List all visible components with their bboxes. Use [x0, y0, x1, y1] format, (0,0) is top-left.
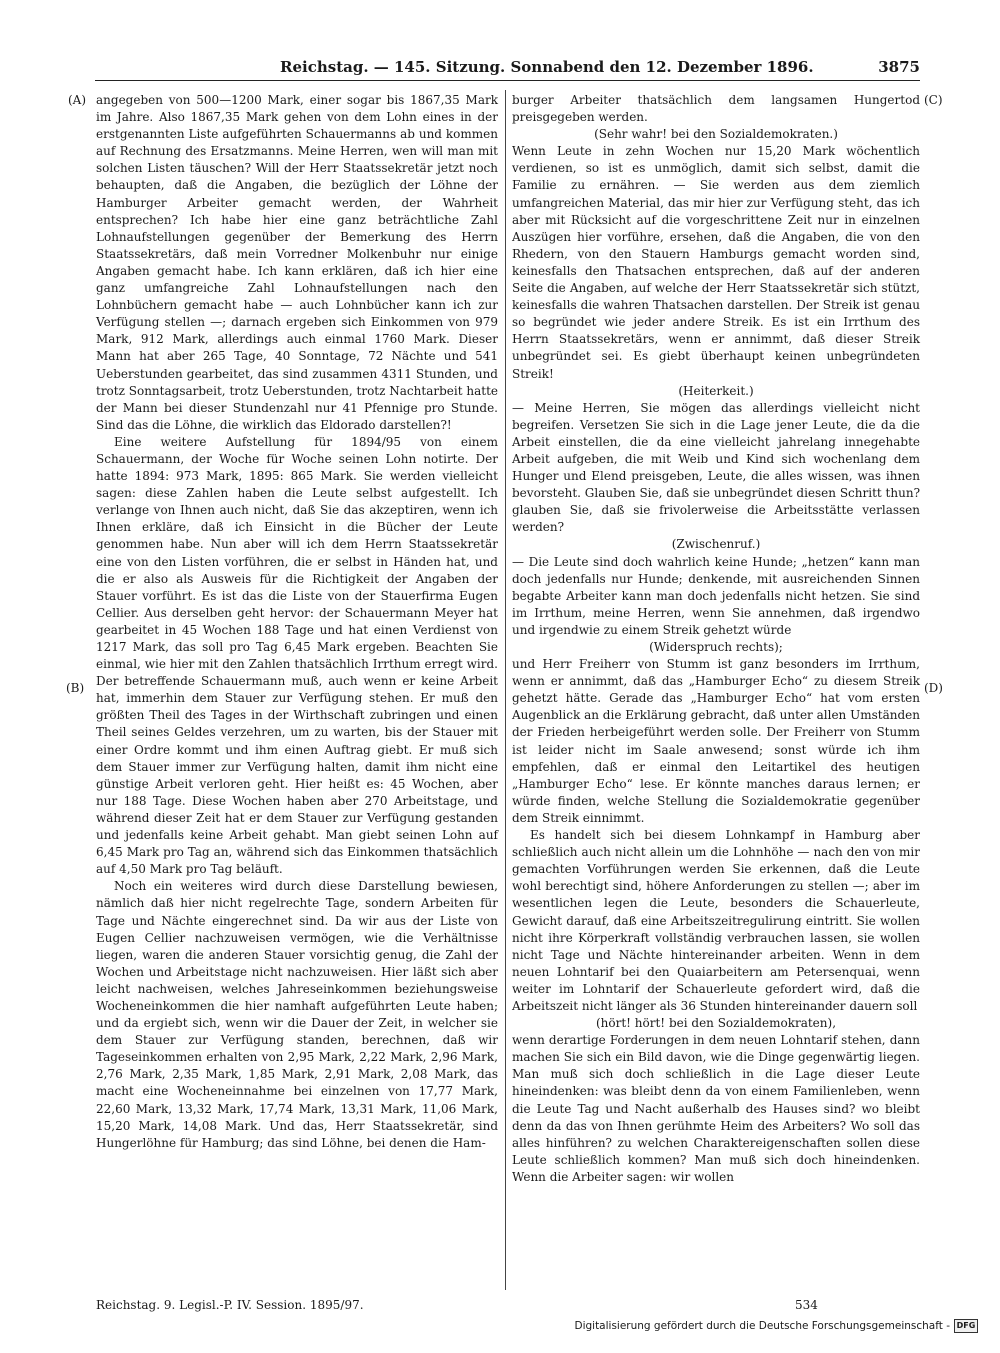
page-number: 3875 [878, 58, 920, 76]
right-paragraph: und Herr Freiherr von Stumm ist ganz besonders im Irrthum, wenn er annimmt, daß das „Hamburger Echo“ zu diesem Streik gehetzt hätte. Gerade das „Hamburger Echo“ hat vom ersten Augenblick an die Erklärung gebracht, daß unter allen Umständen der Frieden herbeigeführt werden solle. Der Freiherr von Stumm ist leider nicht im Saale anwesend; sonst würde ich ihm empfehlen, daß er einmal den Leitartikel des heutigen „Hamburger Echo“ lese. Er könnte manches daraus lernen; er würde finden, welche Stellung die Sozialdemokratie gegenüber dem Streik einnimmt. [512, 657, 920, 825]
interjection: (hört! hört! bei den Sozialdemokraten), [595, 1016, 837, 1031]
footer-signature-number: 534 [795, 1298, 818, 1312]
right-paragraph: Es handelt sich bei diesem Lohnkampf in Hamburg aber schließlich auch nicht allein um die Lohnhöhe — nach den von mir gemachten Vorführungen werden Sie erkennen, daß die Leute wohl berechtigt sind, höhere Anforderungen zu stellen —; aber im wesentlichen legen die Leute, besonders die Schauerleute, Gewicht darauf, daß eine Arbeitszeitregulirung eintritt. Sie wollen nicht ihre Körperkraft vollständig verbrauchen lassen, sie wollen nicht Tage und Nächte hintereinander arbeiten. Wenn in dem neuen Lohntarif bei den Quaiarbeitern am Petersenquai, wenn weiter im Lohntarif der Schauerleute gefordert wird, daß die Arbeitszeit nicht länger als 36 Stunden hintereinander dauern soll [512, 828, 920, 1013]
digitization-credit [574, 1319, 978, 1333]
header-rule [95, 80, 920, 81]
margin-marker-c: (C) [924, 93, 943, 107]
margin-marker-a: (A) [68, 93, 87, 107]
interjection: (Widerspruch rechts); [649, 640, 783, 654]
right-paragraph: wenn derartige Forderungen in dem neuen Lohntarif stehen, dann machen Sie sich ein Bild davon, wie die Dinge gegenwärtig liegen. Man muß sich doch schließlich in die Lage dieser Leute hineindenken: was bleibt denn da von einem Familienleben, wenn die Leute Tag und Nacht außerhalb des Hauses sind? wo bleibt denn da das von Ihnen gerühmte Heim des Arbeiters? Wo soll das alles hinführen? zu welchen Charaktereigenschaften sollen diese Leute schließlich kommen? Man muß sich doch hineindenken. Wenn die Arbeiter sagen: wir wollen [512, 1033, 920, 1184]
page-header [150, 58, 920, 80]
right-paragraph: burger Arbeiter thatsächlich dem langsamen Hungertod preisgegeben werden. [512, 93, 920, 125]
margin-marker-d: (D) [924, 681, 943, 695]
right-paragraph: — Die Leute sind doch wahrlich keine Hunde; „hetzen“ kann man doch jedenfalls nur Hunde; denkende, mit ausreichenden Sinnen begabte Arbeiter kann man doch jedenfalls nicht hetzen. Sie sind im Irrthum, meine Herren, wenn Sie annehmen, daß irgendwo und irgendwie zu einem Streik gehetzt würde [512, 554, 920, 637]
left-paragraph: Eine weitere Aufstellung für 1894/95 von einem Schauermann, der Woche für Woche seinen Lohn notirte. Der hatte 1894: 973 Mark, 1895: 865 Mark. Sie werden vielleicht sagen: diese Zahlen haben die Leute selbst aufgestellt. Ich verlange von Ihnen auch nicht, daß Sie das akzeptiren, wenn ich Ihnen erkläre, daß ich Einsicht in die Bücher der Leute genommen habe. Nun aber will ich dem Herrn Staatssekretär eine von den Listen vorführen, die er selbst in Händen hat, und die er also als Ausweis für die Richtigkeit der Angaben der Stauer vorführt. Es ist das die Liste von der Stauerfirma Eugen Cellier. Aus derselben geht hervor: der Schauermann Meyer hat gearbeitet in 45 Wochen 188 Tage und hat einen Verdienst von 1217 Mark, das soll pro Tag 6,45 Mark ergeben. Beachten Sie einmal, wie hier mit den Zahlen thatsächlich Irrthum erregt wird. Der betreffende Schauermann muß, auch wenn er keine Arbeit hat, immerhin dem Stauer zur Verfügung stehen. Er muß den größten Theil des Tages in der Wirthschaft zubringen und einen Theil seines Geldes verzehren, um zu warten, bis der Stauer mit einer Ordre kommt und ihm einen Auftrag giebt. Er muß sich dem Stauer immer zur Verfügung halten, damit ihm nicht eine günstige Arbeit verloren geht. Hier heißt es: 45 Wochen, aber nur 188 Tage. Diese Wochen haben aber 270 Arbeitstage, und während dieser Zeit hat er dem Stauer zur Verfügung gestanden und jedenfalls keine Arbeit gehabt. Man giebt seinen Lohn auf 6,45 Mark pro Tag an, während sich das Einkommen thatsächlich auf 4,50 Mark pro Tag beläuft. [96, 434, 498, 877]
credit-text: Digitalisierung gefördert durch die Deutsche Forschungsgemeinschaft - [574, 1320, 950, 1332]
footer-session-info: Reichstag. 9. Legisl.-P. IV. Session. 1895/97. [96, 1298, 364, 1312]
header-title: Reichstag. — 145. Sitzung. Sonnabend den 12. Dezember 1896. [280, 58, 814, 76]
interjection: (Zwischenruf.) [671, 537, 761, 552]
interjection: (Sehr wahr! bei den Sozialdemokraten.) [594, 127, 838, 142]
interjection: (Heiterkeit.) [678, 383, 754, 398]
column-divider [505, 90, 506, 1290]
right-column [512, 92, 920, 1186]
right-paragraph: Wenn Leute in zehn Wochen nur 15,20 Mark wöchentlich verdienen, so ist es unmöglich, damit sich selbst, damit die Familie zu ernähren. — Sie werden aus dem ziemlich umfangreichen Material, das mir hier zur Verfügung steht, das ich aber mit Rücksicht auf die vorgeschrittene Zeit nur in einzelnen Auszügen hier vorführe, ersehen, daß die Angaben, die von den Rhedern, von den Stauern Hamburgs gemacht worden sind, keinesfalls den Thatsachen entsprechen, daß auf der anderen Seite die Angaben, auf welche der Herr Staatssekretär sich stützt, keinesfalls die wahren Thatsachen darstellen. Der Streik ist genau so begründet wie jeder andere Streik. Es ist ein Irrthum des Herrn Staatssekretärs, wenn er annimmt, daß dieser Streik unbegründet sei. Es giebt überhaupt keinen unbegründeten Streik! [512, 144, 920, 381]
dfg-logo-icon: DFG [954, 1319, 978, 1333]
margin-marker-b: (B) [66, 681, 85, 695]
right-paragraph: — Meine Herren, Sie mögen das allerdings vielleicht nicht begreifen. Versetzen Sie sich in die Lage jener Leute, die da die Arbeit einstellen, die da eine vielleicht jahrelang innegehabte Arbeit aufgeben, die mit Weib und Kind sich wochenlang dem Hunger und Elend preisgeben, Leute, die alles wissen, was ihnen bevorsteht. Glauben Sie, daß sie unbegründet diesen Schritt thun? glauben Sie, daß sie frivolerweise die Arbeitsstätte verlassen werden? [512, 400, 920, 535]
left-paragraph: angegeben von 500—1200 Mark, einer sogar bis 1867,35 Mark im Jahre. Also 1867,35 Mark gehen von dem Lohn eines in der erstgenannten Liste aufgeführten Schauermanns ab und kommen auf Rechnung des Ersatzmanns. Meine Herren, wen will man mit solchen Listen täuschen? Will der Herr Staatssekretär jetzt noch behaupten, daß die Angaben, die bezüglich der Löhne der Hamburger Arbeiter gemacht werden, der Wahrheit entsprechen? Ich habe hier eine ganz beträchtliche Zahl Lohnaufstellungen gegenüber der Bemerkung des Herrn Staatssekretärs, daß mein Vorredner Molkenbuhr nur einige Angaben gemacht habe. Ich kann erklären, daß ich hier eine ganz umfangreiche Zahl Lohnaufstellungen nach den Lohnbüchern gemacht habe — auch Lohnbücher kann ich zur Verfügung stellen —; darnach ergeben sich Einkommen von 979 Mark, 912 Mark, allerdings auch einmal 1760 Mark. Dieser Mann hat aber 265 Tage, 40 Sonntage, 72 Nächte und 541 Ueberstunden gearbeitet, das sind zusammen 4311 Stunden, und trotz Sonntagsarbeit, trotz Ueberstunden, trotz Nachtarbeit hatte der Mann bei dieser Stundenzahl nur 41 Pfennige pro Stunde. Sind das die Löhne, die wirklich das Eldorado darstellen?! [96, 93, 498, 432]
left-column [96, 92, 498, 1152]
left-paragraph: Noch ein weiteres wird durch diese Darstellung bewiesen, nämlich daß hier nicht regelrechte Tage, sondern Arbeiten für Tage und Nächte eingerechnet sind. Da wir aus der Liste von Eugen Cellier nachzuweisen vermögen, wie die Verhältnisse liegen, waren die anderen Stauer vorsichtig genug, die Zahl der Wochen und Arbeitstage nicht nachzuweisen. Hier läßt sich aber leicht nachweisen, welches Jahreseinkommen beziehungsweise Wocheneinkommen die hier namhaft aufgeführten Leute haben; und da ergiebt sich, wenn wir die Dauer der Zeit, in welcher sie dem Stauer zur Verfügung standen, berechnen, daß wir Tageseinkommen erhalten von 2,95 Mark, 2,22 Mark, 2,96 Mark, 2,76 Mark, 2,35 Mark, 1,85 Mark, 2,91 Mark, 2,08 Mark, das macht eine Wocheneinnahme bei einzelnen von 17,77 Mark, 22,60 Mark, 13,32 Mark, 17,74 Mark, 13,31 Mark, 11,06 Mark, 15,20 Mark, 14,08 Mark. Und das, Herr Staatssekretär, sind Hungerlöhne für Hamburg; das sind Löhne, bei denen die Ham- [96, 879, 498, 1150]
